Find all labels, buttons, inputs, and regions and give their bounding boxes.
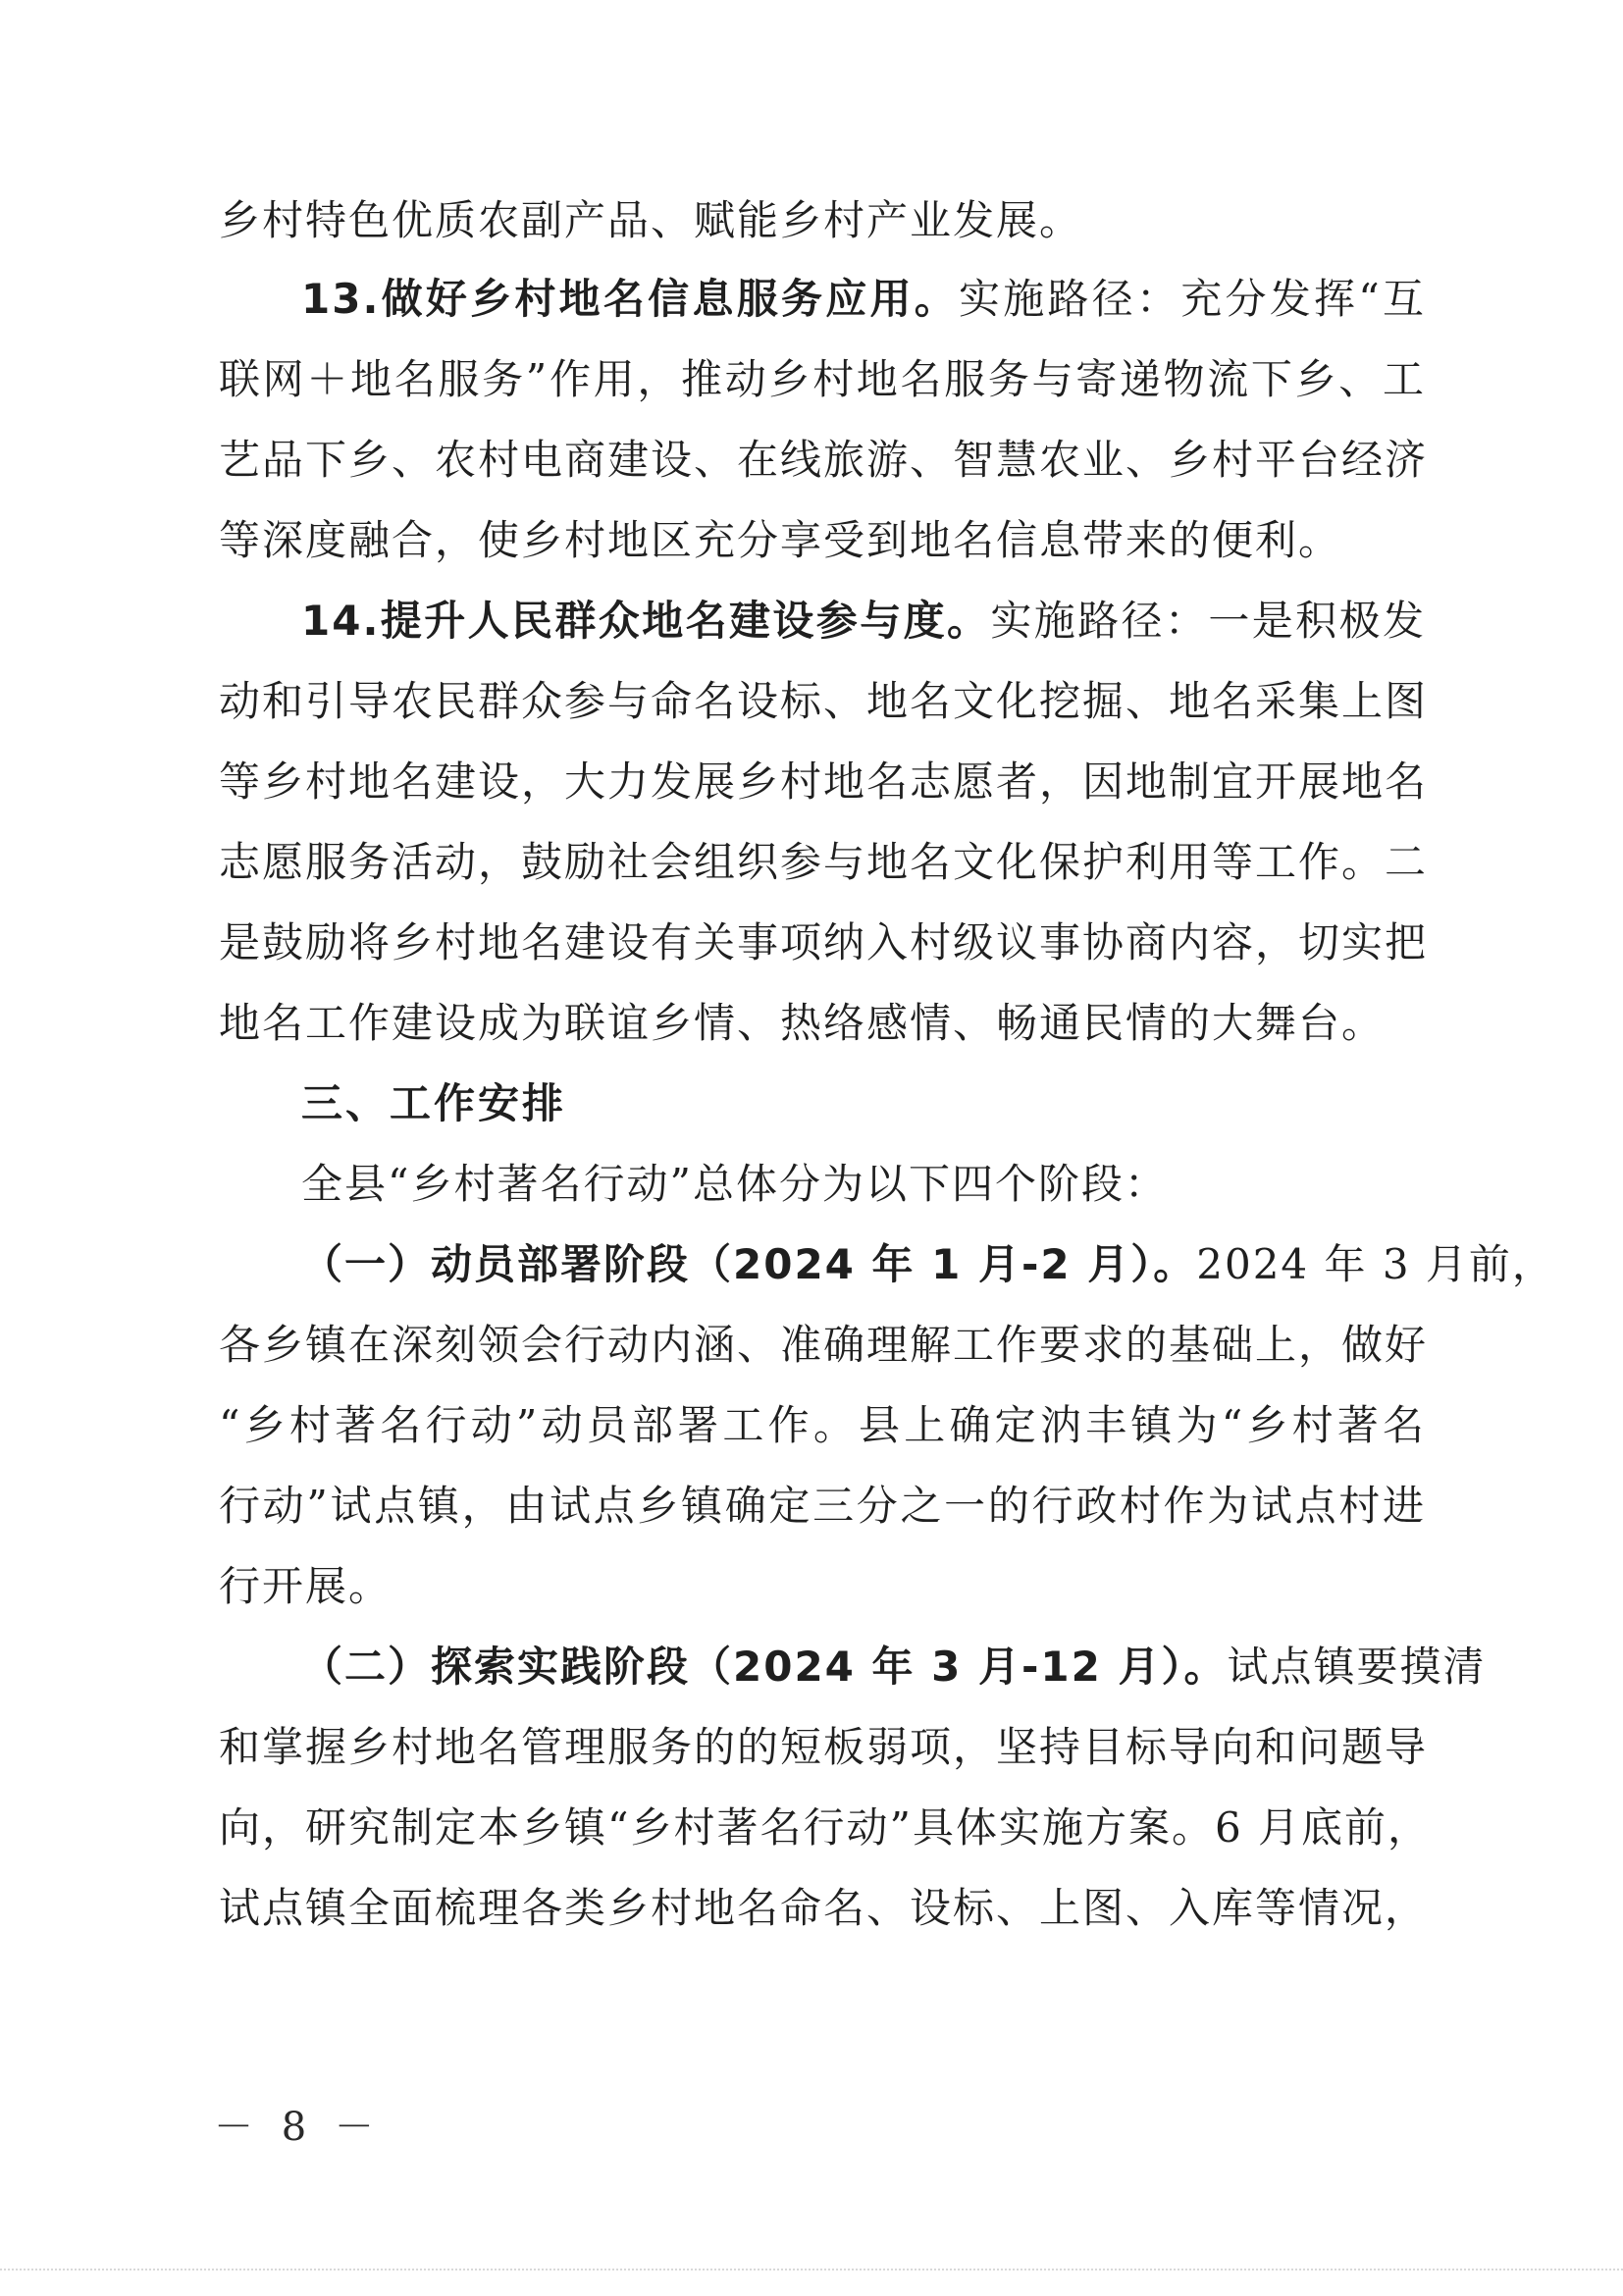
stage-2-first-line (301, 1638, 1487, 1696)
item-13-line: 联网＋地名服务”作用，推动乡村地名服务与寄递物流下乡、工 (219, 355, 1426, 403)
item-13-first-line (301, 270, 1426, 329)
stage-1-first-line (301, 1235, 1555, 1294)
item-14-first-line (301, 592, 1426, 651)
item-13-text: 实施路径：充分发挥“互 (958, 275, 1426, 323)
stage-1-line: 行动”试点镇，由试点乡镇确定三分之一的行政村作为试点村进 (219, 1482, 1426, 1530)
stage-2-line: 向，研究制定本乡镇“乡村著名行动”具体实施方案。6 月底前， (219, 1803, 1432, 1852)
item-14-line: 志愿服务活动，鼓励社会组织参与地名文化保护利用等工作。二 (219, 838, 1429, 886)
stage-1-line: 行开展。 (219, 1562, 393, 1610)
item-13-title: 13.做好乡村地名信息服务应用。 (301, 275, 959, 323)
stage-2-title: （二）探索实践阶段（2024 年 3 月-12 月）。 (301, 1643, 1228, 1691)
stage-2-line: 和掌握乡村地名管理服务的的短板弱项，坚持目标导向和问题导 (219, 1723, 1429, 1771)
stage-1-line: 各乡镇在深刻领会行动内涵、准确理解工作要求的基础上，做好 (219, 1321, 1429, 1369)
section-intro: 全县“乡村著名行动”总体分为以下四个阶段： (301, 1160, 1168, 1208)
item-14-title: 14.提升人民群众地名建设参与度。 (301, 597, 991, 645)
item-14-text: 实施路径：一是积极发 (990, 597, 1426, 645)
section-heading: 三、工作安排 (301, 1079, 567, 1127)
stage-1-line: “乡村著名行动”动员部署工作。县上确定汭丰镇为“乡村著名 (219, 1401, 1426, 1449)
item-13-line: 艺品下乡、农村电商建设、在线旅游、智慧农业、乡村平台经济 (219, 436, 1429, 484)
paragraph-line: 乡村特色优质农副产品、赋能乡村产业发展。 (219, 196, 1083, 244)
item-14-line: 等乡村地名建设，大力发展乡村地名志愿者，因地制宜开展地名 (219, 757, 1429, 806)
stage-1-text: 2024 年 3 月前， (1196, 1240, 1555, 1288)
stage-1-title: （一）动员部署阶段（2024 年 1 月-2 月）。 (301, 1240, 1197, 1288)
scan-edge-divider (0, 2269, 1623, 2272)
stage-2-line: 试点镇全面梳理各类乡村地名命名、设标、上图、入库等情况， (219, 1884, 1429, 1932)
item-14-line: 动和引导农民群众参与命名设标、地名文化挖掘、地名采集上图 (219, 677, 1429, 725)
item-14-line: 地名工作建设成为联谊乡情、热络感情、畅通民情的大舞台。 (219, 999, 1386, 1047)
item-14-line: 是鼓励将乡村地名建设有关事项纳入村级议事协商内容，切实把 (219, 918, 1429, 966)
page-number: － 8 － (214, 2105, 382, 2150)
stage-2-text: 试点镇要摸清 (1227, 1643, 1487, 1691)
item-13-line: 等深度融合，使乡村地区充分享受到地名信息带来的便利。 (219, 516, 1342, 564)
